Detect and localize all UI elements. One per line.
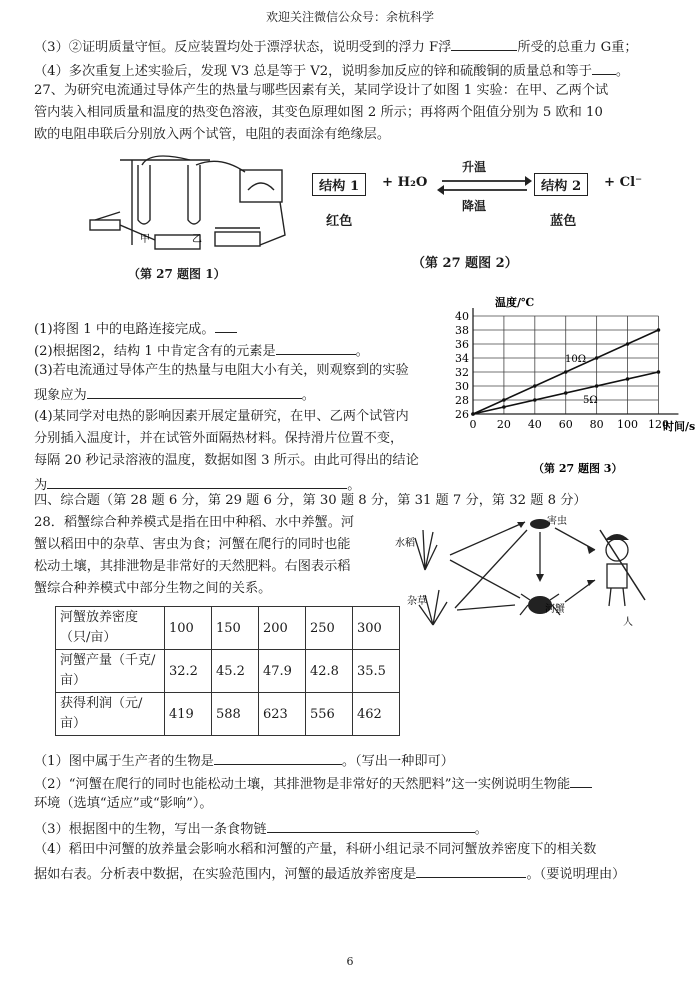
series-point: [533, 384, 537, 388]
structure-1-box: 结构 1: [312, 173, 366, 196]
x-tick-label: 100: [617, 418, 639, 431]
table-row: [56, 693, 400, 736]
q28-text-3: 松动土壤，其排泄物是非常好的天然肥料。右图表示稻: [34, 559, 351, 574]
structure-2-box: 结构 2: [534, 173, 588, 196]
table-row-header: 河蟹产量（千克/亩）: [56, 650, 165, 693]
table-cell: 556: [306, 693, 353, 736]
q27-1-text: (1)将图 1 中的电路连接完成。: [34, 322, 215, 337]
series-point: [471, 412, 475, 416]
q28-3-text: （3）根据图中的生物，写出一条食物链: [34, 822, 267, 837]
q27-1: [34, 318, 237, 339]
series-point: [626, 377, 630, 381]
tube-a-label: 甲: [140, 234, 150, 245]
q27-3b-text: 现象应为: [34, 388, 87, 403]
series-point: [595, 384, 599, 388]
q27-3b: 现象应为 。: [34, 384, 315, 405]
answer-blank: [570, 773, 592, 788]
q26-4-text: （4）多次重复上述实验后，发现 V3 总是等于 V2，说明参加反应的锌和硫酸铜的质量总和等于: [34, 64, 592, 79]
food-web-figure: [395, 510, 680, 635]
weed-label: 杂草: [407, 596, 427, 607]
y-tick-label: 36: [455, 338, 469, 351]
q27-4b: 分别插入温度计，并在试管外面隔热材料。保持滑片位置不变，: [34, 431, 404, 446]
x-tick-label: 40: [527, 418, 542, 431]
answer-blank: [416, 863, 526, 878]
q27-4d-text: 为: [34, 478, 48, 493]
q26-4-line: （4）多次重复上述实验后，发现 V3 总是等于 V2，说明参加反应的锌和硫酸铜的质量总和等于 。: [34, 60, 629, 81]
y-tick-label: 28: [455, 394, 469, 407]
table-row-header: 获得利润（元/亩）: [56, 693, 165, 736]
table-cell: 150: [212, 607, 259, 650]
series-point: [626, 342, 630, 346]
blue-label: 蓝色: [550, 214, 577, 229]
table-cell: 47.9: [259, 650, 306, 693]
y-tick-label: 34: [455, 352, 469, 365]
x-tick-label: 120: [647, 418, 669, 431]
series-point: [657, 328, 661, 332]
rice-label: 水稻: [395, 538, 415, 549]
human-label: 人: [623, 617, 633, 628]
q28-text-4: 蟹综合种养模式中部分生物之间的关系。: [34, 581, 272, 596]
fig2-caption: （第 27 题图 2）: [412, 256, 518, 271]
fig1-caption: （第 27 题图 1）: [128, 267, 226, 281]
answer-blank: [276, 340, 356, 355]
answer-blank: [267, 818, 475, 833]
series-point: [564, 370, 568, 374]
q28-1: [34, 750, 454, 771]
y-tick-label: 30: [455, 380, 469, 393]
q28-2b: 环境（选填“适应”或“影响”）。: [34, 796, 213, 811]
q26-3-text-b: 所受的总重力 G重；: [517, 40, 638, 55]
answer-blank: [47, 474, 347, 489]
equilibrium-arrow: [437, 174, 532, 196]
section-4-title: 四、综合题（第 28 题 6 分，第 29 题 6 分，第 30 题 8 分，第 31 题 7 分，第 32 题 8 分）: [34, 493, 587, 508]
table-cell: 100: [165, 607, 212, 650]
q27-intro-2: 管内装入相同质量和温度的热变色溶液，其变色原理如图 2 所示；再将两个阻值分别为 5 欧和 10: [34, 105, 603, 120]
table-cell: 462: [353, 693, 400, 736]
table-cell: 200: [259, 607, 306, 650]
q28-4b: [34, 863, 625, 884]
y-tick-label: 26: [455, 408, 469, 421]
x-tick-label: 60: [558, 418, 573, 431]
table-cell: 42.8: [306, 650, 353, 693]
q27-4c: 每隔 20 秒记录溶液的温度，数据如图 3 所示。由此可得出的结论: [34, 453, 419, 468]
series-10ohm-label: 10Ω: [565, 354, 587, 365]
table-cell: 300: [353, 607, 400, 650]
table-row: [56, 607, 400, 650]
q28-text-1: 28．稻蟹综合种养模式是指在田中种稻、水中养蟹。河: [34, 515, 355, 530]
q27-2: (2)根据图2，结构 1 中肯定含有的元素是 。: [34, 340, 369, 361]
q26-3-line: [34, 36, 638, 57]
series-point: [502, 405, 506, 409]
table-cell: 419: [165, 693, 212, 736]
answer-blank: [451, 36, 517, 51]
q27-intro-3: 欧的电阻串联后分别放入两个试管，电阻的表面涂有绝缘层。: [34, 127, 391, 142]
series-5ohm-label: 5Ω: [583, 395, 598, 406]
q28-2-text: （2）“河蟹在爬行的同时也能松动土壤，其排泄物是非常好的天然肥料”这一实例说明生物能: [34, 777, 571, 792]
q27-4: (4)某同学对电热的影响因素开展定量研究，在甲、乙两个试管内: [34, 409, 409, 424]
series-point: [564, 391, 568, 395]
x-tick-label: 80: [589, 418, 604, 431]
answer-blank: [592, 60, 616, 75]
cool-down-label: 降温: [462, 199, 487, 213]
red-label: 红色: [326, 214, 353, 229]
temperature-chart: [455, 292, 695, 488]
answer-blank: [215, 318, 237, 333]
q28-4: （4）稻田中河蟹的放养量会影响水稻和河蟹的产量，科研小组记录不同河蟹放养密度下的相关数: [34, 842, 597, 857]
chart-y-label: 温度/℃: [495, 296, 535, 309]
answer-blank: [214, 750, 342, 765]
series-point: [502, 398, 506, 402]
q28-1-text-b: 。（写出一种即可）: [341, 754, 454, 769]
tube-b-label: 乙: [192, 234, 202, 245]
page-header: 欢迎关注微信公众号：余杭科学: [265, 10, 434, 24]
series-point: [657, 370, 661, 374]
q27-4d: 为 。: [34, 474, 360, 495]
table-cell: 623: [259, 693, 306, 736]
heat-up-label: 升温: [462, 160, 487, 174]
chart-x-label: 时间/s: [663, 420, 695, 433]
x-tick-label: 20: [496, 418, 511, 431]
table-cell: 45.2: [212, 650, 259, 693]
series-point: [533, 398, 537, 402]
table-cell: 250: [306, 607, 353, 650]
q27-2-text: (2)根据图2，结构 1 中肯定含有的元素是: [34, 344, 276, 359]
q28-3: （3）根据图中的生物，写出一条食物链 。: [34, 818, 488, 839]
pest-label: 害虫: [547, 516, 567, 527]
crab-density-table: [55, 606, 400, 736]
q28-1-text: （1）图中属于生产者的生物是: [34, 754, 214, 769]
q28-4b-text: 据如右表。分析表中数据，在实验范围内，河蟹的最适放养密度是: [34, 867, 417, 882]
q27-intro-1: 27、为研究电流通过导体产生的热量与哪些因素有关，某同学设计了如图 1 实验：在甲、乙两个试: [34, 83, 609, 98]
table-row: [56, 650, 400, 693]
chloride-term: + Cl⁻: [604, 175, 643, 190]
q28-text-2: 蟹以稻田中的杂草、害虫为食；河蟹在爬行的同时也能: [34, 537, 351, 552]
q28-4c-text: 。（要说明理由）: [526, 867, 626, 882]
y-tick-label: 38: [455, 324, 469, 337]
y-tick-label: 32: [455, 366, 469, 379]
y-tick-label: 40: [455, 310, 469, 323]
table-cell: 35.5: [353, 650, 400, 693]
series-point: [595, 356, 599, 360]
q27-3: (3)若电流通过导体产生的热量与电阻大小有关，则观察到的实验: [34, 363, 409, 378]
crab-label: 河蟹: [545, 604, 565, 615]
answer-blank: [87, 384, 302, 399]
page-number: 6: [346, 955, 354, 968]
fig3-caption: （第 27 题图 3）: [533, 462, 623, 475]
q28-2: [34, 773, 592, 794]
table-cell: 32.2: [165, 650, 212, 693]
circuit-figure: [80, 150, 305, 275]
table-cell: 588: [212, 693, 259, 736]
q26-3-text: （3）②证明质量守恒。反应装置均处于漂浮状态，说明受到的浮力 F浮: [34, 40, 452, 55]
reaction-figure: [312, 160, 667, 280]
table-row-header: 河蟹放养密度（只/亩）: [56, 607, 165, 650]
water-term: + H₂O: [382, 175, 428, 190]
x-tick-label: 0: [469, 418, 477, 431]
